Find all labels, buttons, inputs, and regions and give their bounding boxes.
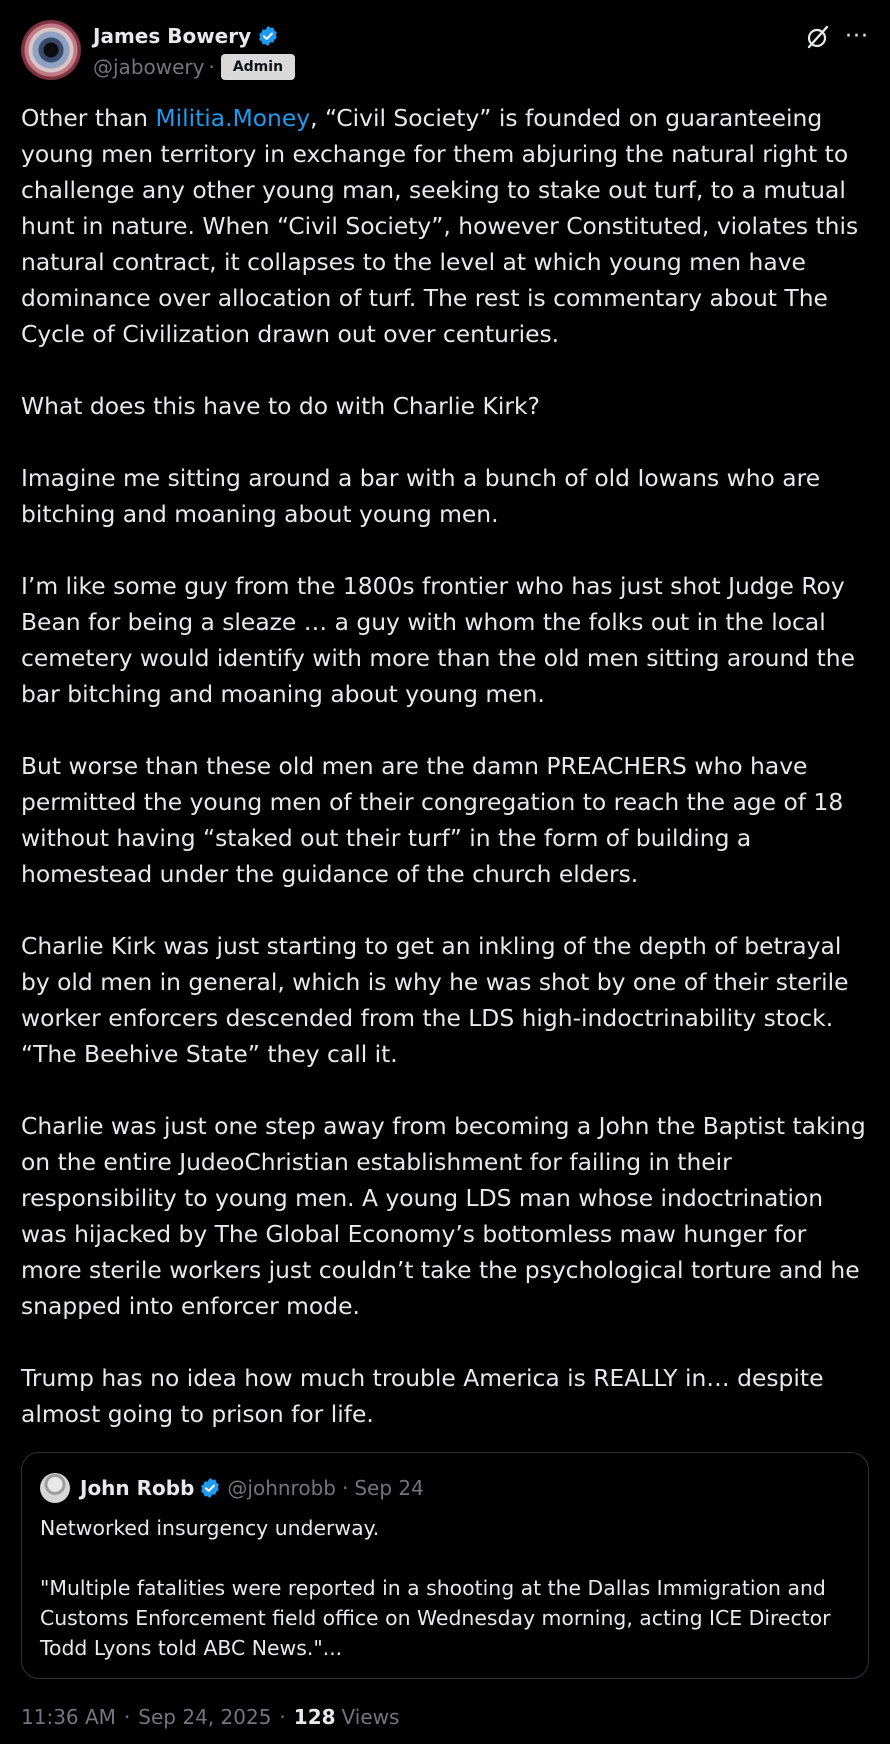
post-text [21, 100, 871, 1432]
post-date[interactable]: Sep 24, 2025 [138, 1705, 272, 1729]
admin-badge: Admin [221, 54, 295, 80]
post-header [21, 20, 871, 80]
quoted-post-date: Sep 24 [354, 1476, 424, 1500]
quoted-post-text [40, 1513, 850, 1663]
top-actions [805, 24, 871, 50]
views-label: Views [341, 1705, 400, 1729]
post-paragraph-7: Charlie was just one step away from becoming a John the Baptist taking on the entire JudeoChristian establishment for failing in their responsibility to young men. A young LDS man whose indoctrination was hijacked by The Global Economy’s bottomless maw hunger for more sterile workers just couldn’t take the psychological torture and he snapped into enforcer mode. [21, 1112, 866, 1320]
separator-dot: · [279, 1705, 286, 1729]
quoted-post-header [40, 1473, 424, 1503]
quoted-text-line-2: "Multiple fatalities were reported in a shooting at the Dallas Immigration and Customs Enforcement field office on Wednesday morning, acting ICE Director Todd Lyons told ABC News."... [40, 1576, 831, 1660]
quoted-post[interactable] [21, 1452, 869, 1679]
post-paragraph-2: What does this have to do with Charlie Kirk? [21, 392, 540, 420]
post-paragraph-8: Trump has no idea how much trouble America is REALLY in… despite almost going to prison for life. [21, 1364, 824, 1428]
separator-dot: · [123, 1705, 131, 1729]
post-footer [21, 1705, 399, 1729]
militia-money-link[interactable]: Militia.Money [155, 104, 311, 132]
post-paragraph-1 [21, 100, 871, 352]
author-handle[interactable]: @jabowery [93, 55, 205, 79]
post-text-segment: Other than [21, 104, 156, 132]
quoted-author-handle: @johnrobb [227, 1476, 336, 1500]
post-paragraph-4: I’m like some guy from the 1800s frontier who has just shot Judge Roy Bean for being a sleaze … a guy with whom the folks out in the local cemetery would identify with more than the old men sitting around the bar bitching and moaning about young men. [21, 572, 855, 708]
author-name[interactable]: James Bowery [93, 24, 252, 48]
post-paragraph-3: Imagine me sitting around a bar with a bunch of old Iowans who are bitching and moaning about young men. [21, 464, 821, 528]
post-paragraph-5: But worse than these old men are the damn PREACHERS who have permitted the young men of their congregation to reach the age of 18 without having “staked out their turf” in the form of building a homestead under the guidance of the church elders. [21, 752, 844, 888]
grok-icon[interactable] [805, 24, 831, 50]
author-name-row [93, 22, 279, 50]
more-options-icon[interactable]: ··· [845, 24, 869, 49]
author-avatar[interactable] [21, 20, 81, 80]
quoted-author-avatar [40, 1473, 70, 1503]
post-text-segment: , “Civil Society” is founded on guaranteeing young men territory in exchange for them abjuring the natural right to challenge any other young man, seeking to stake out turf, to a mutual hunt in nature. When “Civil Society”, however Constituted, violates this natural contract, it collapses to the level at which young men have dominance over allocation of turf. The rest is commentary about The Cycle of Civilization drawn out over centuries. [21, 104, 859, 348]
author-handle-row [93, 53, 295, 81]
verified-badge-icon [199, 1477, 221, 1499]
post-time[interactable]: 11:36 AM [21, 1705, 116, 1729]
post-paragraph-6: Charlie Kirk was just starting to get an inkling of the depth of betrayal by old men in general, which is why he was shot by one of their sterile worker enforcers descended from the LDS high-indoctrinability stock. “The Beehive State” they call it. [21, 932, 849, 1068]
quoted-text-line-1: Networked insurgency underway. [40, 1516, 380, 1540]
quoted-author-name: John Robb [80, 1476, 195, 1500]
separator-dot: · [341, 1476, 349, 1500]
views-count: 128 [293, 1705, 336, 1729]
separator-dot: · [208, 55, 215, 79]
verified-badge-icon [257, 25, 279, 47]
